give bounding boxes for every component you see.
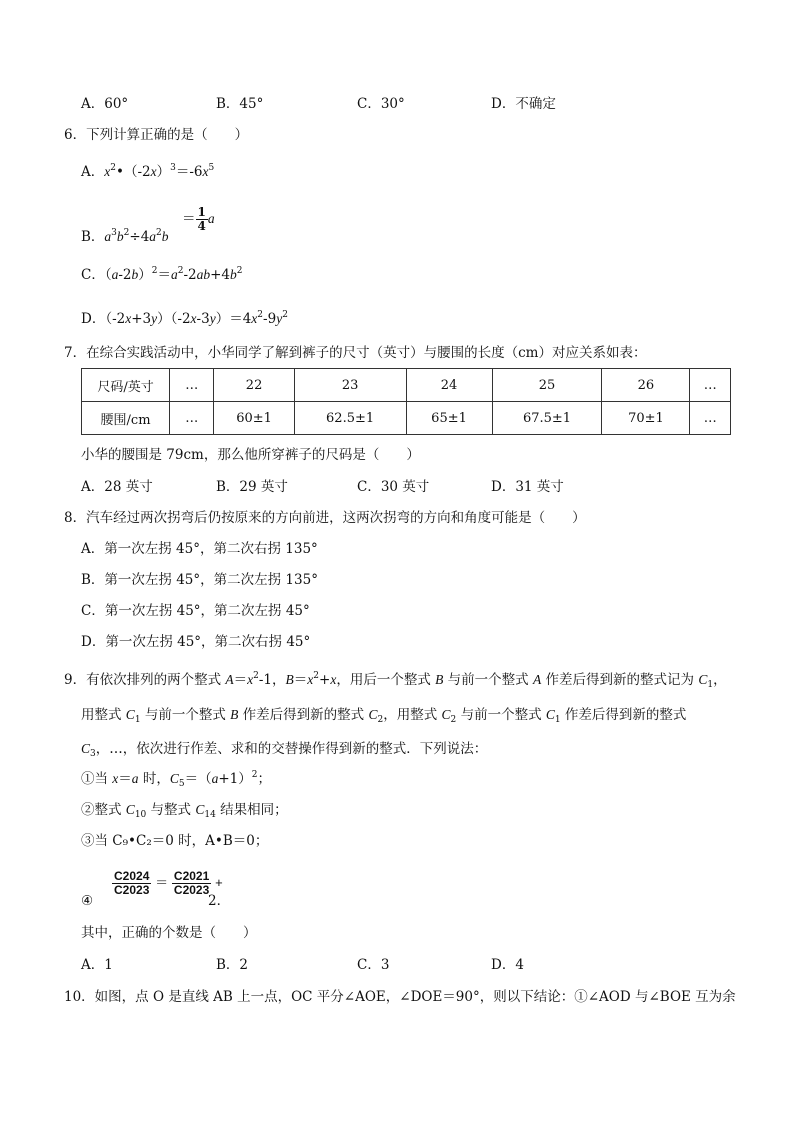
- q9-statement-1: ①当 x＝a 时，$C_5=(a+1)^2$；: [81, 770, 271, 789]
- q8-option-b: B．第一次左拐 45°，第二次左拐 135°: [81, 572, 318, 588]
- q7-stem: 7．在综合实践活动中，小华同学了解到裤子的尺寸（英寸）与腰围的长度（cm）对应关系如表：: [64, 345, 647, 361]
- table-cell: 22: [214, 369, 294, 402]
- q5-option-b: B．45°: [216, 96, 264, 112]
- q7-option-a: A．28 英寸: [81, 479, 153, 495]
- q7-option-b: B．29 英寸: [216, 479, 288, 495]
- q9-statement-4-formula: $\frac{C2024}{C2023}$ ＝ $\frac{C2021}{C2023}$ +: [114, 869, 223, 897]
- q8-stem: 8．汽车经过两次拐弯后仍按原来的方向前进，这两次拐弯的方向和角度可能是（ ）: [64, 510, 586, 526]
- q8-option-c: C．第一次左拐 45°，第二次左拐 45°: [81, 603, 310, 619]
- table-row: [82, 402, 731, 435]
- table-cell: 腰围/cm: [82, 402, 170, 435]
- q9-statement-2: ②整式 $C_{10}$ 与整式 $C_{14}$ 结果相同；: [81, 802, 288, 820]
- q6-option-b: B．$a^3b^2\div 4a^2b$: [81, 228, 169, 245]
- table-cell: 23: [294, 369, 406, 402]
- q5-option-d: D．不确定: [491, 96, 556, 112]
- q6-option-d: D．$(-2x+3y)(-2x-3y)=4x^2-9y^2$: [81, 310, 288, 327]
- q9-statement-4-label: ④: [81, 893, 94, 909]
- q9-conclusion: 其中，正确的个数是（ ）: [81, 925, 257, 941]
- q6-stem: 6．下列计算正确的是（ ）: [64, 127, 249, 143]
- q9-stem-line3: $C_3$，…，依次进行作差、求和的交替操作得到新的整式．下列说法：: [81, 741, 488, 759]
- q9-statement-4-tail: 2．: [208, 893, 231, 909]
- q9-stem-line2: 用整式 $C_1$ 与前一个整式 B 作差后得到新的整式 $C_2$，用整式 $C_2$ 与前一个整式 $C_1$ 作差后得到新的整式: [81, 707, 687, 725]
- q5-option-c: C．30°: [357, 96, 405, 112]
- q6-option-b-result: ＝ $\frac{1}{4}$ a: [182, 205, 215, 233]
- q8-option-d: D．第一次左拐 45°，第二次右拐 45°: [81, 634, 311, 650]
- q6-option-a: A．$x^2•(-2x)^3=-6x^5$: [81, 163, 215, 180]
- q7-option-c: C．30 英寸: [357, 479, 430, 495]
- q5-option-a: A．60°: [81, 96, 129, 112]
- q9-statement-3: ③当 C₉•C₂＝0 时，A•B＝0；: [81, 833, 269, 849]
- q9-option-d: D．4: [491, 957, 524, 973]
- q9-stem-line1: 9．有依次排列的两个整式 $A=x^2-1$，$B=x^2+x$，用后一个整式 B 与前一个整式 A 作差后得到新的整式记为 $C_1$，: [64, 671, 727, 690]
- table-cell: 67.5±1: [492, 402, 602, 435]
- q7-after: 小华的腰围是 79cm，那么他所穿裤子的尺码是（ ）: [81, 447, 420, 463]
- table-cell: …: [690, 402, 731, 435]
- table-cell: 25: [492, 369, 602, 402]
- table-cell: 26: [602, 369, 690, 402]
- q7-option-d: D．31 英寸: [491, 479, 564, 495]
- table-cell: …: [170, 402, 214, 435]
- table-cell: 24: [406, 369, 492, 402]
- q9-option-c: C．3: [357, 957, 390, 973]
- q8-option-a: A．第一次左拐 45°，第二次右拐 135°: [81, 541, 318, 557]
- q9-option-a: A．1: [81, 957, 113, 973]
- q10-stem: 10．如图，点 O 是直线 AB 上一点，OC 平分∠AOE，∠DOE＝90°，则以下结论：①∠AOD 与∠BOE 互为余: [64, 989, 736, 1005]
- q7-table: [81, 368, 731, 435]
- table-cell: …: [690, 369, 731, 402]
- table-cell: 60±1: [214, 402, 294, 435]
- table-cell: 65±1: [406, 402, 492, 435]
- q9-option-b: B．2: [216, 957, 249, 973]
- table-cell: 70±1: [602, 402, 690, 435]
- table-row: [82, 369, 731, 402]
- table-cell: …: [170, 369, 214, 402]
- q6-option-c: C．$(a-2b)^2=a^2-2ab+4b^2$: [81, 266, 243, 283]
- table-cell: 62.5±1: [294, 402, 406, 435]
- table-cell: 尺码/英寸: [82, 369, 170, 402]
